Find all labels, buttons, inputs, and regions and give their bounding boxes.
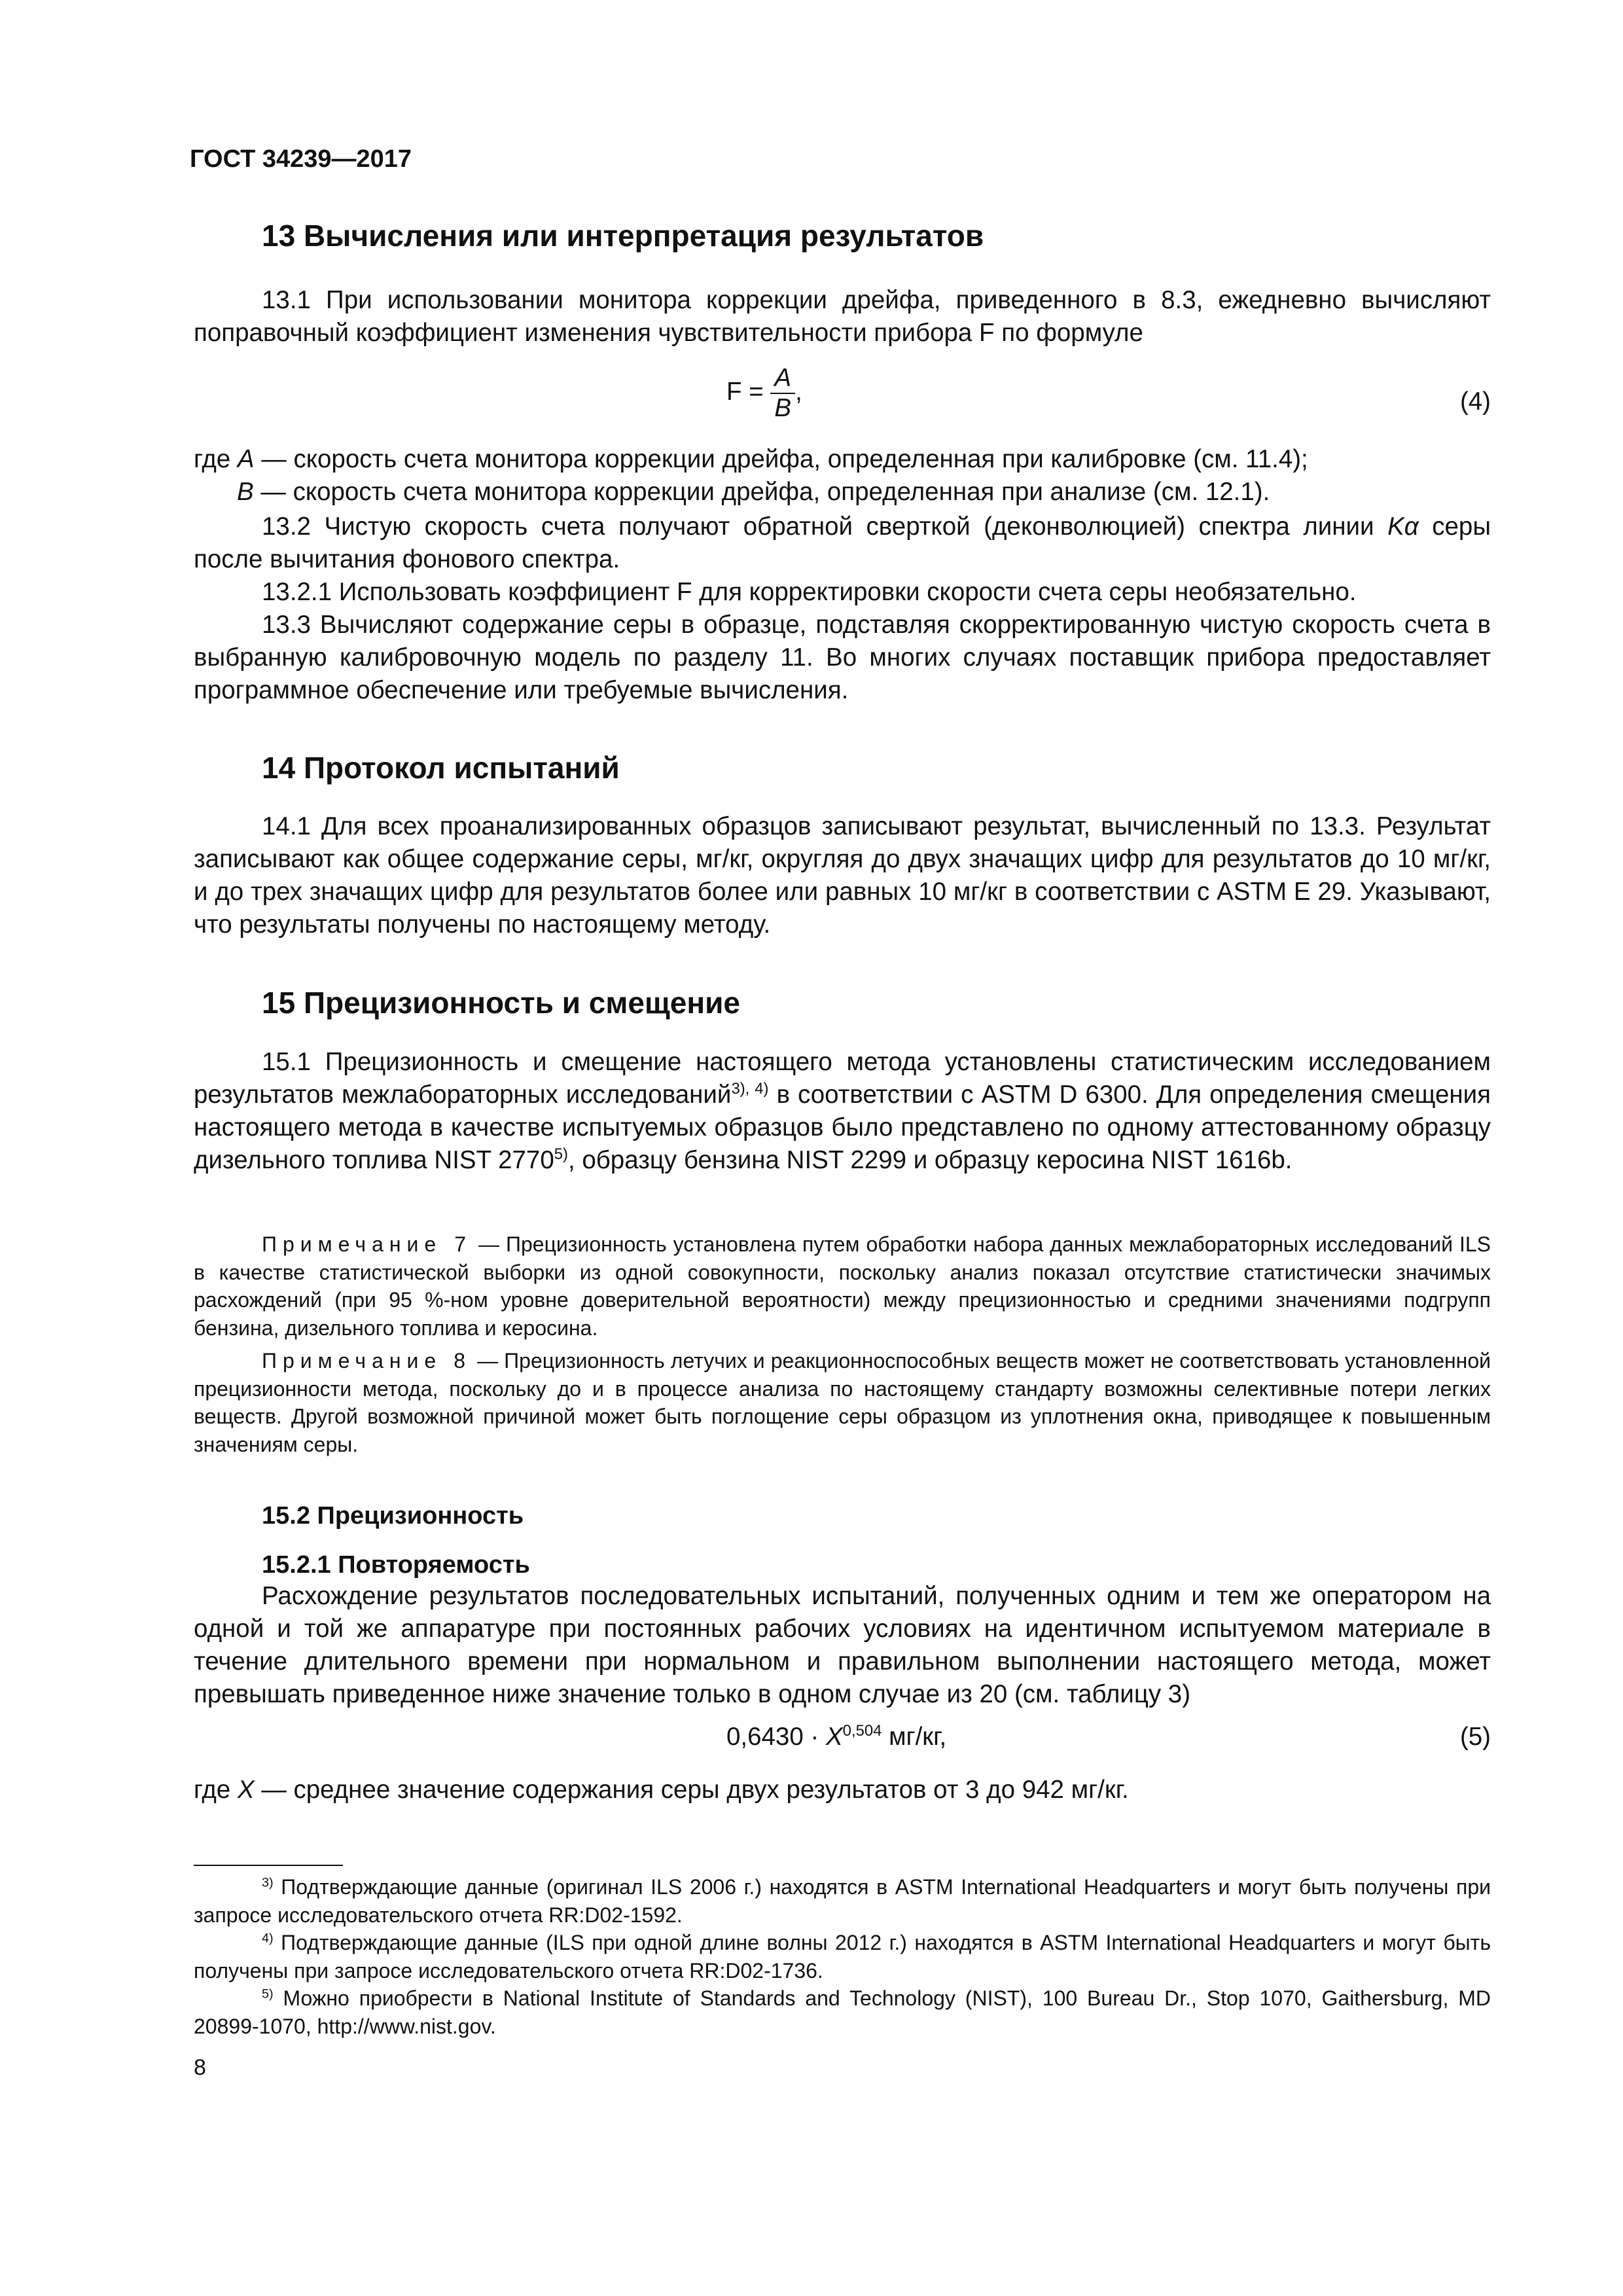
where-a: где A — скорость счета монитора коррекции дрейфа, определенная при калибровке (см. 11.4); [194, 445, 1308, 473]
footnote-3: $^{3)}$ Подтверждающие данные (оригинал ILS 2006 г.) находятся в ASTM International Headquarters и могут быть получены при запросе исследовательского отчета RR:D02-1592. [194, 1875, 1491, 1927]
section-15-title: 15 Прецизионность и смещение [262, 986, 741, 1020]
section-14-title: 14 Протокол испытаний [262, 751, 620, 785]
formula-4-lhs: F = [726, 378, 764, 406]
page-number: 8 [194, 2055, 206, 2080]
page-header: ГОСТ 34239—2017 [190, 145, 412, 173]
equation-number-5: (5) [1459, 1723, 1491, 1751]
formula-4-numerator: A [770, 364, 795, 394]
footnote-5: $^{5)}$ Можно приобрести в National Institute of Standards and Technology (NIST), 100 Bureau Dr., Stop 1070, Gaithersburg, MD 20899-1070, http://www.nist.gov. [194, 1986, 1491, 2038]
where-x: где X — среднее значение содержания серы двух результатов от 3 до 942 мг/кг. [194, 1776, 1129, 1804]
formula-4-denominator: B [774, 394, 792, 422]
equation-number-4: (4) [1459, 387, 1491, 416]
subsection-15-2-title: 15.2 Прецизионность [262, 1502, 524, 1530]
subsection-15-2-1-title: 15.2.1 Повторяемость [262, 1551, 530, 1579]
para-13-3: 13.3 Вычисляют содержание серы в образце, подставляя скорректированную чистую скорость счета в выбранную калибровочную модель по разделу 11. Во многих случаях поставщик прибора предоставляет программное обеспечение или требуемые вычисления. [194, 611, 1491, 704]
para-13-2: 13.2 Чистую скорость счета получают обратной сверткой (деконволюцией) спектра линии Kα серы после вычитания фонового спектра. [194, 512, 1491, 573]
formula-4-tail: , [795, 378, 802, 406]
note-7: Примечание 7 — Прецизионность установлена путем обработки набора данных межлабораторных исследований ILS в качестве статистической выборки из одной совокупности, поскольку анализ показал отсутствие статистически значимых расхождений (при 95 %-ном уровне доверительной вероятности) между прецизионностью и средними значениями подгрупп бензина, дизельного топлива и керосина. [194, 1232, 1491, 1340]
section-13-title: 13 Вычисления или интерпретация результатов [262, 219, 984, 253]
para-14-1: 14.1 Для всех проанализированных образцов записывают результат, вычисленный по 13.3. Результат записывают как общее содержание серы, мг/кг, округляя до двух значащих цифр для результатов до 10 мг/кг, и до трех значащих цифр для результатов более или равных 10 мг/кг в соответствии с ASTM E 29. Указывают, что результаты получены по настоящему методу. [194, 812, 1491, 939]
formula-4-fraction [770, 364, 795, 423]
note-8-label: Примечание 8 [262, 1349, 472, 1372]
formula-5: 0,6430 · X$^{0,504}$ мг/кг, [726, 1722, 947, 1751]
footnote-4: $^{4)}$ Подтверждающие данные (ILS при одной длине волны 2012 г.) находятся в ASTM International Headquarters и могут быть получены при запросе исследовательского отчета RR:D02-1736. [194, 1931, 1491, 1982]
note-7-label: Примечание 7 [262, 1232, 473, 1256]
note-8: Примечание 8 — Прецизионность летучих и реакционноспособных веществ может не соответствовать установленной прецизионности метода, поскольку до и в процессе анализа по настоящему стандарту возможны селективные потери легких веществ. Другой возможной причиной может быть поглощение серы образцом из уплотнения окна, приводящее к повышенным значениям серы. [194, 1349, 1491, 1456]
para-13-2-1: 13.2.1 Использовать коэффициент F для корректировки скорости счета серы необязательно. [262, 578, 1357, 606]
para-13-1: 13.1 При использовании монитора коррекции дрейфа, приведенного в 8.3, ежедневно вычисляют поправочный коэффициент изменения чувствительности прибора F по формуле [194, 286, 1491, 347]
para-15-1: 15.1 Прецизионность и смещение настоящего метода установлены статистическим исследованием результатов межлабораторных исследований$^{3), 4)}$ в соответствии с ASTM D 6300. Для определения смещения настоящего метода в качестве испытуемых образцов было представлено по одному аттестованному образцу дизельного топлива NIST 2770$^{5)}$, образцу бензина NIST 2299 и образцу керосина NIST 1616b. [194, 1048, 1491, 1174]
where-b: B — скорость счета монитора коррекции дрейфа, определенная при анализе (см. 12.1). [237, 478, 1270, 506]
para-15-2-1: Расхождение результатов последовательных испытаний, полученных одним и тем же оператором на одной и той же аппаратуре при постоянных рабочих условиях на идентичном испытуемом материале в течение длительного времени при нормальном и правильном выполнении настоящего метода, может превышать приведенное ниже значение только в одном случае из 20 (см. таблицу 3) [194, 1582, 1491, 1708]
footnote-separator [194, 1865, 343, 1866]
formula-4 [726, 364, 802, 423]
